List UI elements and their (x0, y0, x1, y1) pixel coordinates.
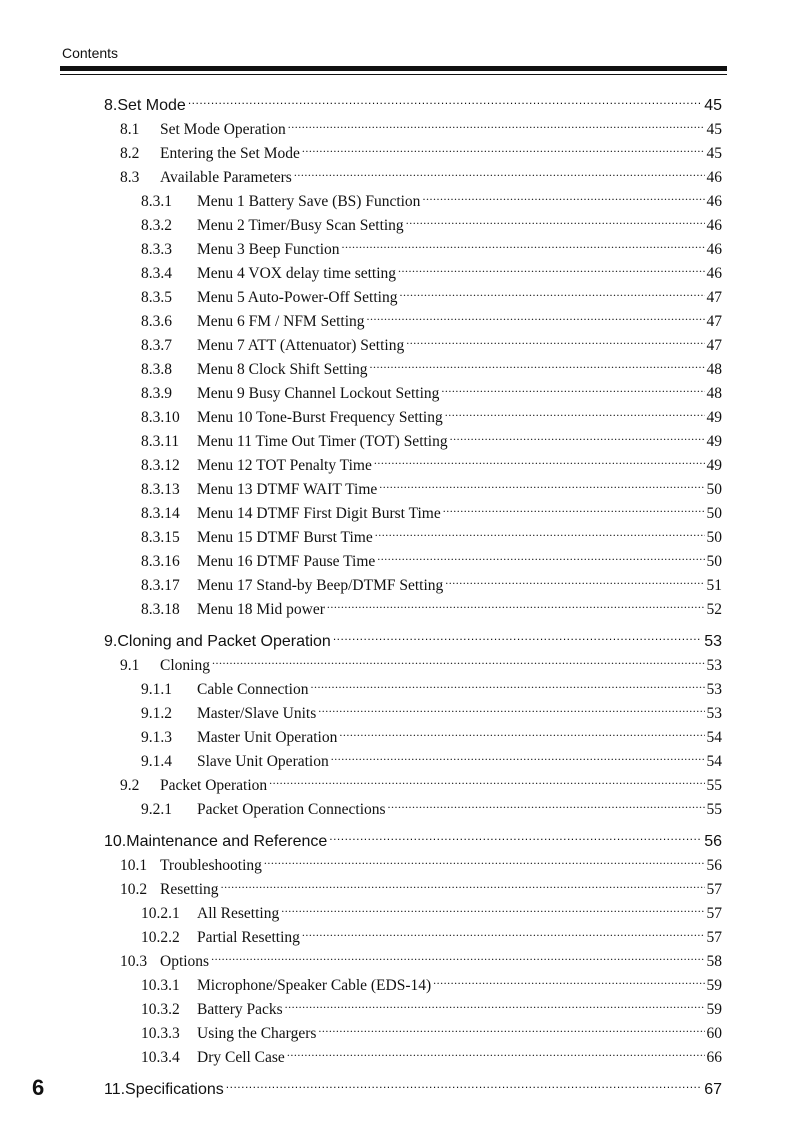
toc-entry[interactable] (141, 400, 722, 426)
toc-entry-title: Menu 10 Tone-Burst Frequency Setting (197, 409, 443, 426)
toc-entry-number: 9.1.2 (141, 705, 172, 722)
toc-entry[interactable] (120, 848, 722, 874)
toc-entry-number: 10.1 (120, 857, 148, 874)
toc-entry-page: 50 (706, 481, 722, 498)
dot-leader (399, 280, 704, 302)
dot-leader (331, 744, 705, 766)
toc-entry-number: 8.3 (120, 169, 140, 186)
toc-entry-page: 50 (706, 553, 722, 570)
toc-entry[interactable] (141, 672, 722, 698)
toc-entry-title: Set Mode Operation (160, 121, 286, 138)
toc-entry-number: 10.2.1 (141, 905, 180, 922)
toc-entry-title: Menu 16 DTMF Pause Time (197, 553, 376, 570)
toc-entry-page: 47 (706, 313, 722, 330)
toc-entry-number: 9.1.1 (141, 681, 172, 698)
dot-leader (445, 568, 704, 590)
dot-leader (281, 896, 704, 918)
toc-entry-page: 54 (706, 753, 722, 770)
page-header-title: Contents (62, 45, 119, 61)
toc-entry[interactable] (120, 768, 722, 794)
toc-entry-title: Menu 9 Busy Channel Lockout Setting (197, 385, 440, 402)
toc-entry-page: 67 (704, 1081, 722, 1098)
toc-entry[interactable] (141, 920, 722, 946)
toc-entry-page: 46 (706, 193, 722, 210)
toc-entry[interactable] (141, 496, 722, 522)
dot-leader (329, 824, 702, 846)
dot-leader (264, 848, 705, 870)
toc-entry-page: 53 (706, 705, 722, 722)
toc-entry[interactable] (120, 136, 722, 162)
toc-entry-number: 9.2 (120, 777, 140, 794)
toc-entry[interactable] (141, 184, 722, 210)
toc-entry[interactable] (141, 592, 722, 618)
toc-entry[interactable] (141, 232, 722, 258)
dot-leader (287, 1040, 705, 1062)
toc-entry-title: Menu 7 ATT (Attenuator) Setting (197, 337, 405, 354)
dot-leader (288, 112, 705, 134)
toc-entry[interactable] (141, 792, 722, 818)
toc-entry[interactable] (141, 544, 722, 570)
toc-entry-title: Menu 1 Battery Save (BS) Function (197, 193, 421, 210)
dot-leader (211, 944, 704, 966)
toc-entry-page: 46 (706, 169, 722, 186)
toc-entry-title: Menu 8 Clock Shift Setting (197, 361, 368, 378)
toc-entry-page: 50 (706, 529, 722, 546)
toc-entry-number: 8.3.15 (141, 529, 180, 546)
toc-entry-page: 46 (706, 265, 722, 282)
toc-entry-title: Available Parameters (160, 169, 292, 186)
dot-leader (370, 352, 705, 374)
toc-entry-page: 48 (706, 361, 722, 378)
toc-entry-title: Slave Unit Operation (197, 753, 329, 770)
toc-entry[interactable] (120, 648, 722, 674)
toc-entry-page: 53 (706, 681, 722, 698)
toc-entry[interactable] (141, 304, 722, 330)
toc-entry[interactable] (141, 280, 722, 306)
toc-entry[interactable] (141, 1040, 722, 1066)
toc-entry-page: 57 (706, 905, 722, 922)
toc-entry-page: 56 (704, 833, 722, 850)
toc-entry[interactable] (141, 968, 722, 994)
toc-entry[interactable] (120, 160, 722, 186)
toc-entry[interactable] (141, 208, 722, 234)
toc-entry[interactable] (141, 520, 722, 546)
dot-leader (269, 768, 704, 790)
dot-leader (377, 544, 704, 566)
dot-leader (379, 472, 704, 494)
toc-entry-number: 8.3.17 (141, 577, 180, 594)
dot-leader (422, 184, 704, 206)
dot-leader (443, 496, 705, 518)
dot-leader (318, 1016, 704, 1038)
toc-entry[interactable] (141, 424, 722, 450)
toc-entry-number: 8.1 (120, 121, 140, 138)
toc-entry-title: Menu 13 DTMF WAIT Time (197, 481, 378, 498)
toc-entry[interactable] (141, 1016, 722, 1042)
toc-entry-title: Options (160, 953, 210, 970)
toc-entry-number: 10.3.4 (141, 1049, 180, 1066)
toc-entry-page: 47 (706, 337, 722, 354)
dot-leader (375, 520, 705, 542)
toc-entry-title: Entering the Set Mode (160, 145, 300, 162)
dot-leader (445, 400, 705, 422)
toc-entry-title: Menu 5 Auto-Power-Off Setting (197, 289, 398, 306)
toc-entry-title: Battery Packs (197, 1001, 283, 1018)
toc-entry-page: 59 (706, 977, 722, 994)
toc-chapter-entry[interactable] (104, 88, 722, 114)
toc-entry[interactable] (141, 896, 722, 922)
toc-entry-number: 8.3.11 (141, 433, 180, 450)
toc-entry-page: 49 (706, 433, 722, 450)
toc-entry-title: Menu 3 Beep Function (197, 241, 340, 258)
toc-entry[interactable] (141, 696, 722, 722)
dot-leader (318, 696, 704, 718)
toc-entry-title: Packet Operation (160, 777, 268, 794)
toc-entry-title: Menu 17 Stand-by Beep/DTMF Setting (197, 577, 444, 594)
dot-leader (441, 376, 704, 398)
toc-entry-title: Cloning (160, 657, 210, 674)
toc-entry[interactable] (141, 376, 722, 402)
toc-chapter-entry[interactable] (104, 1072, 722, 1098)
toc-entry[interactable] (141, 472, 722, 498)
dot-leader (285, 992, 705, 1014)
toc-entry-number: 9.2.1 (141, 801, 172, 818)
toc-entry-number: 8.3.10 (141, 409, 180, 426)
toc-entry[interactable] (141, 448, 722, 474)
toc-entry-title: Troubleshooting (160, 857, 262, 874)
toc-entry-page: 55 (706, 801, 722, 818)
dot-leader (433, 968, 704, 990)
toc-entry-number: 10.2.2 (141, 929, 180, 946)
toc-entry-title: Dry Cell Case (197, 1049, 285, 1066)
toc-chapter-entry[interactable] (104, 824, 722, 850)
toc-entry-title: Master/Slave Units (197, 705, 317, 722)
toc-entry-title: Menu 12 TOT Penalty Time (197, 457, 372, 474)
dot-leader (302, 136, 705, 158)
toc-entry-number: 8.3.16 (141, 553, 180, 570)
toc-entry-title: Packet Operation Connections (197, 801, 386, 818)
dot-leader (339, 720, 704, 742)
dot-leader (226, 1072, 702, 1094)
toc-entry-title: Menu 4 VOX delay time setting (197, 265, 397, 282)
dot-leader (374, 448, 705, 470)
toc-entry-title: Partial Resetting (197, 929, 300, 946)
dot-leader (342, 232, 705, 254)
toc-entry-number: 10.3 (120, 953, 148, 970)
toc-entry-page: 57 (706, 881, 722, 898)
toc-entry-title: Using the Chargers (197, 1025, 317, 1042)
dot-leader (333, 624, 702, 646)
toc-entry-number: 10.3.1 (141, 977, 180, 994)
toc-entry-page: 45 (706, 121, 722, 138)
toc-entry-page: 49 (706, 457, 722, 474)
dot-leader (212, 648, 705, 670)
toc-entry-title: 10.Maintenance and Reference (104, 833, 328, 850)
toc-entry-title: Microphone/Speaker Cable (EDS-14) (197, 977, 432, 994)
dot-leader (398, 256, 704, 278)
toc-entry-page: 47 (706, 289, 722, 306)
toc-entry[interactable] (141, 328, 722, 354)
dot-leader (406, 208, 705, 230)
page-number: 6 (32, 1075, 45, 1100)
toc-entry-page: 45 (704, 97, 722, 114)
toc-entry-title: Menu 6 FM / NFM Setting (197, 313, 365, 330)
toc-entry-title: Cable Connection (197, 681, 309, 698)
dot-leader (221, 872, 705, 894)
toc-entry-title: Resetting (160, 881, 219, 898)
toc-entry-title: Menu 14 DTMF First Digit Burst Time (197, 505, 441, 522)
toc-entry-number: 8.3.6 (141, 313, 172, 330)
dot-leader (294, 160, 705, 182)
toc-entry-number: 8.3.9 (141, 385, 172, 402)
toc-entry-number: 9.1.3 (141, 729, 172, 746)
toc-entry-page: 56 (706, 857, 722, 874)
toc-entry-title: 8.Set Mode (104, 97, 186, 114)
toc-entry[interactable] (141, 720, 722, 746)
toc-entry-number: 8.2 (120, 145, 140, 162)
toc-entry-page: 58 (706, 953, 722, 970)
toc-entry-number: 8.3.12 (141, 457, 180, 474)
toc-entry-number: 10.3.2 (141, 1001, 180, 1018)
toc-entry-title: Master Unit Operation (197, 729, 338, 746)
toc-entry-number: 8.3.18 (141, 601, 180, 618)
toc-entry-number: 9.1.4 (141, 753, 172, 770)
toc-entry[interactable] (141, 744, 722, 770)
toc-entry-page: 52 (706, 601, 722, 618)
toc-entry-page: 55 (706, 777, 722, 794)
toc-entry-number: 8.3.3 (141, 241, 172, 258)
toc-entry-page: 53 (704, 633, 722, 650)
dot-leader (302, 920, 705, 942)
toc-entry-title: Menu 11 Time Out Timer (TOT) Setting (197, 433, 448, 450)
toc-entry-page: 57 (706, 929, 722, 946)
toc-entry-number: 8.3.1 (141, 193, 172, 210)
dot-leader (388, 792, 705, 814)
toc-entry-number: 10.2 (120, 881, 148, 898)
toc-entry-page: 59 (706, 1001, 722, 1018)
toc-entry[interactable] (141, 352, 722, 378)
toc-entry-page: 49 (706, 409, 722, 426)
dot-leader (327, 592, 705, 614)
toc-entry-number: 8.3.13 (141, 481, 180, 498)
toc-entry-page: 45 (706, 145, 722, 162)
toc-entry-number: 8.3.7 (141, 337, 172, 354)
toc-entry[interactable] (120, 112, 722, 138)
toc-entry-title: 11.Specifications (104, 1081, 224, 1098)
toc-entry[interactable] (141, 256, 722, 282)
toc-entry-page: 48 (706, 385, 722, 402)
toc-entry-title: Menu 2 Timer/Busy Scan Setting (197, 217, 404, 234)
toc-entry-number: 10.3.3 (141, 1025, 180, 1042)
dot-leader (188, 88, 702, 110)
toc-entry-number: 8.3.4 (141, 265, 172, 282)
toc-entry[interactable] (141, 992, 722, 1018)
toc-entry-page: 50 (706, 505, 722, 522)
toc-entry-page: 46 (706, 241, 722, 258)
dot-leader (367, 304, 705, 326)
toc-entry-number: 9.1 (120, 657, 140, 674)
toc-entry-title: All Resetting (197, 905, 280, 922)
toc-entry-title: Menu 15 DTMF Burst Time (197, 529, 373, 546)
dot-leader (406, 328, 704, 350)
toc-entry-title: Menu 18 Mid power (197, 601, 325, 618)
toc-entry[interactable] (120, 872, 722, 898)
toc-entry-number: 8.3.14 (141, 505, 180, 522)
toc-entry-number: 8.3.5 (141, 289, 172, 306)
toc-entry-page: 60 (706, 1025, 722, 1042)
toc-entry-number: 8.3.8 (141, 361, 172, 378)
toc-entry[interactable] (120, 944, 722, 970)
toc-entry-page: 66 (706, 1049, 722, 1066)
toc-entry-page: 53 (706, 657, 722, 674)
toc-entry[interactable] (141, 568, 722, 594)
toc-entry-number: 8.3.2 (141, 217, 172, 234)
toc-entry-page: 46 (706, 217, 722, 234)
dot-leader (450, 424, 705, 446)
toc-chapter-entry[interactable] (104, 624, 722, 650)
dot-leader (311, 672, 705, 694)
toc-entry-page: 51 (706, 577, 722, 594)
toc-entry-title: 9.Cloning and Packet Operation (104, 633, 331, 650)
toc-entry-page: 54 (706, 729, 722, 746)
